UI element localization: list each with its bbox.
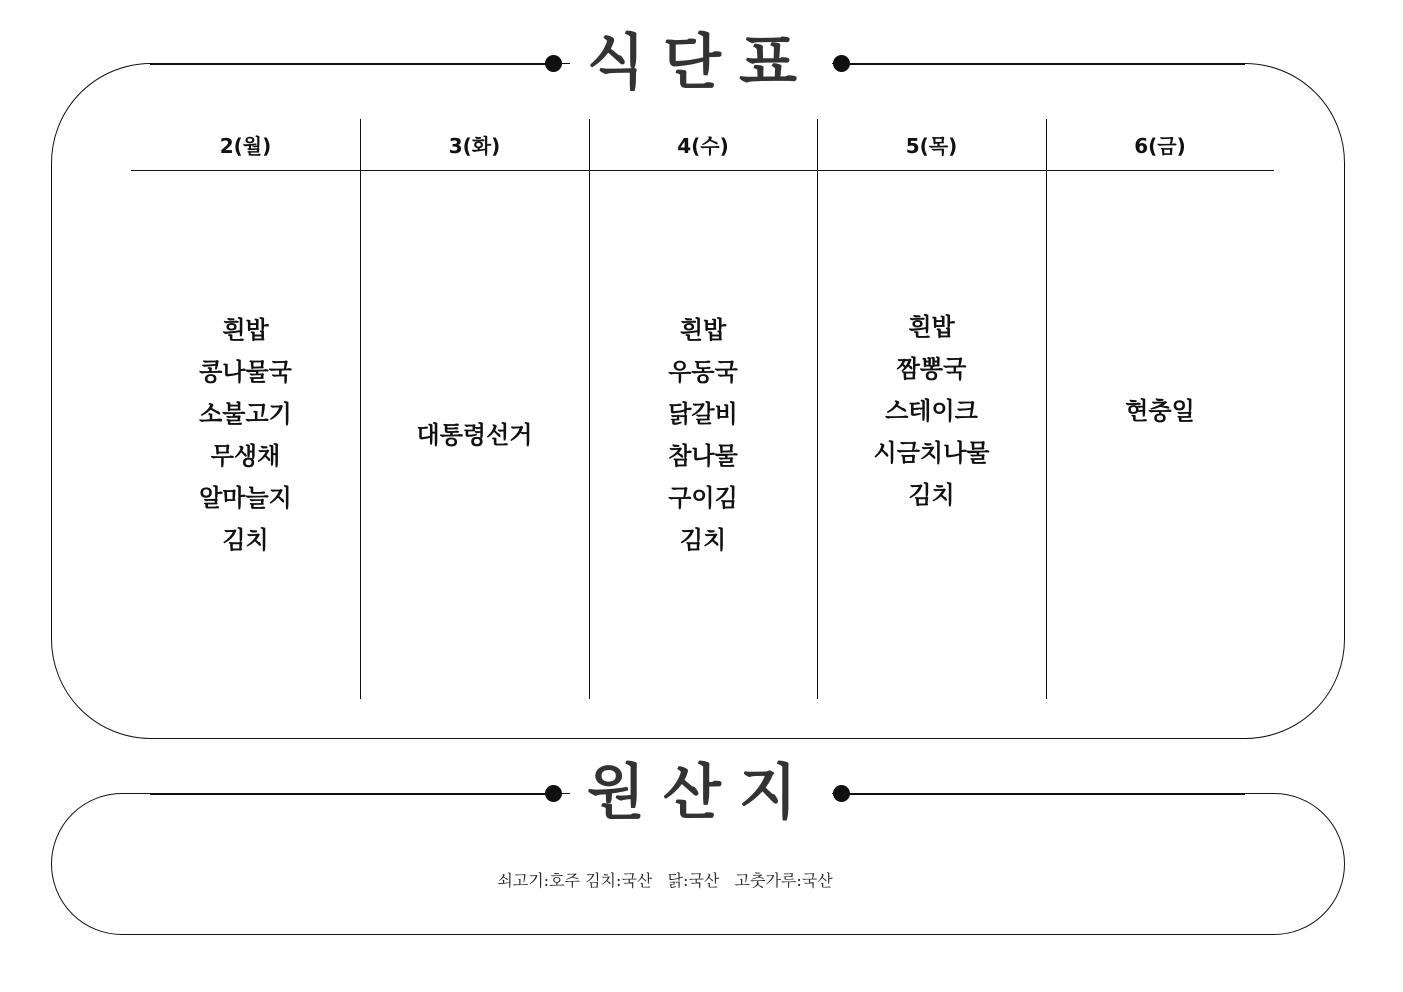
day-header-thu: 5(목): [905, 134, 958, 158]
dish-item: 대통령선거: [416, 421, 533, 449]
menu-table: [131, 119, 1274, 699]
title-dot-right: [833, 785, 850, 802]
day-menu-mon: [131, 171, 360, 699]
dish-item: 흰밥: [222, 316, 269, 344]
menu-title: 식단표: [570, 33, 832, 93]
origin-title: 원산지: [570, 763, 832, 823]
dish-item: 흰밥: [679, 316, 727, 344]
dish-item: 시금치나물: [873, 439, 990, 467]
title-connector-left: [150, 63, 550, 65]
day-header-mon: 2(월): [219, 134, 272, 158]
dish-item: 우동국: [668, 358, 738, 386]
title-dot-left: [545, 785, 562, 802]
day-menu-tue: [360, 171, 589, 699]
day-header-wed: 4(수): [677, 134, 729, 158]
dish-item: 김치: [679, 526, 727, 554]
title-connector-right: [845, 63, 1245, 65]
dish-item: 짬뽕국: [896, 355, 967, 383]
dish-item: 현충일: [1125, 397, 1195, 425]
dish-item: 구이김: [668, 484, 738, 512]
dish-item: 스테이크: [885, 397, 978, 425]
day-menu-wed: [589, 171, 817, 699]
dish-item: 흰밥: [908, 313, 955, 341]
dish-item: 김치: [908, 481, 955, 509]
title-connector-left: [150, 793, 550, 795]
title-dot-right: [833, 55, 850, 72]
dish-item: 참나물: [668, 442, 738, 470]
day-menu-fri: [1046, 171, 1274, 651]
title-connector-right: [845, 793, 1245, 795]
dish-item: 김치: [222, 526, 269, 554]
day-menu-thu: [817, 171, 1046, 651]
day-header-fri: 6(금): [1134, 134, 1186, 158]
day-header-tue: 3(화): [448, 134, 501, 158]
dish-item: 닭갈비: [668, 400, 738, 428]
title-dot-left: [545, 55, 562, 72]
dish-item: 무생채: [210, 442, 281, 470]
dish-item: 알마늘지: [199, 484, 292, 512]
dish-item: 소불고기: [199, 400, 292, 428]
origin-info: 쇠고기:호주 김치:국산 닭:국산 고춧가루:국산: [497, 871, 833, 890]
dish-item: 콩나물국: [199, 358, 292, 386]
